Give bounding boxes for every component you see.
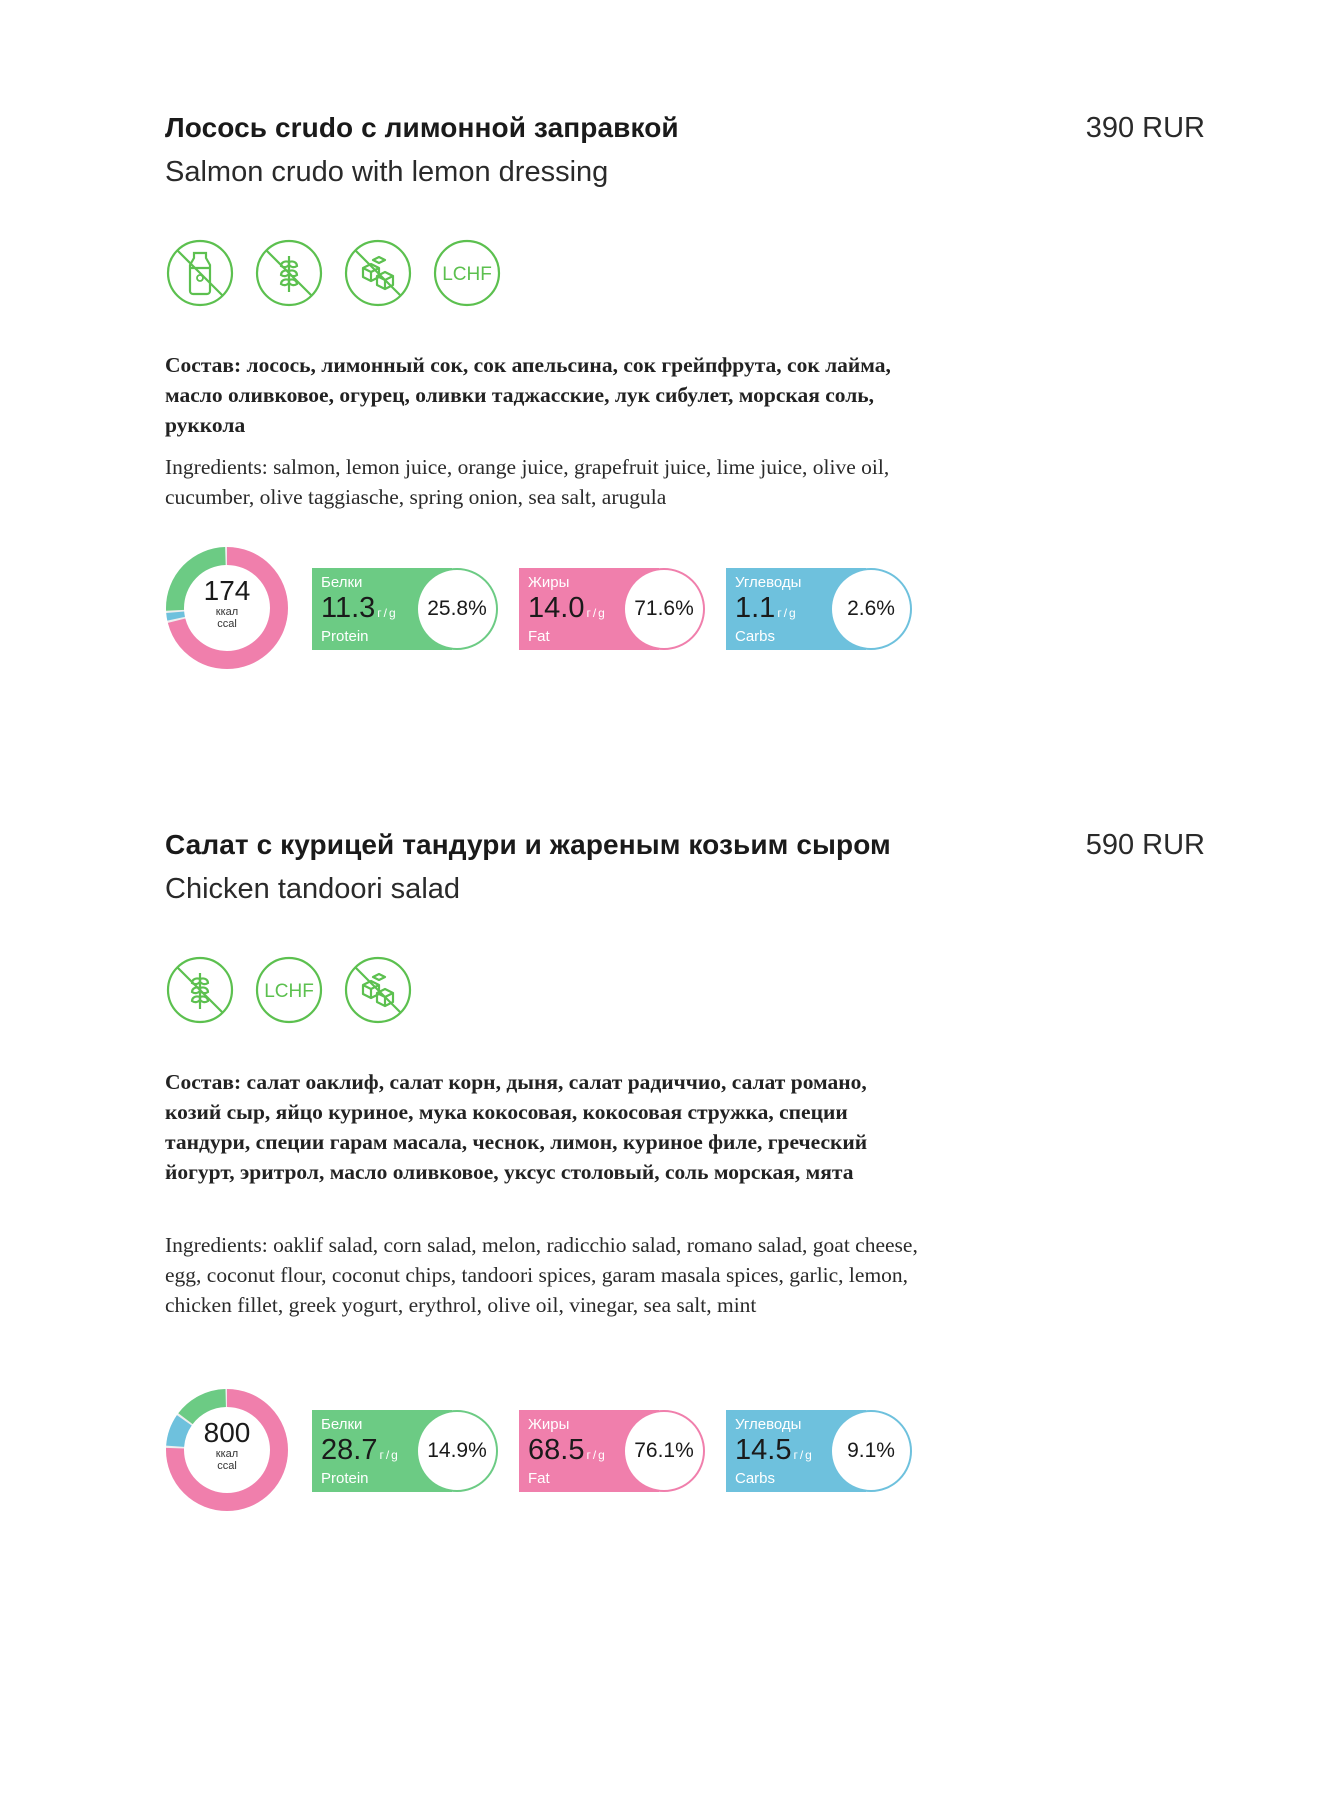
lchf-label: LCHF	[442, 264, 492, 285]
carbs-label-en: Carbs	[735, 628, 776, 645]
fat-label-ru: Жиры	[528, 574, 570, 591]
calorie-ring	[165, 546, 289, 670]
lchf-icon	[432, 238, 502, 308]
macro-carbs	[726, 568, 912, 650]
protein-percent: 14.9%	[416, 1410, 498, 1492]
kcal-unit-ru: ккал	[215, 606, 239, 618]
fat-amount: 68.5	[528, 1434, 585, 1466]
macro-protein	[312, 1410, 498, 1492]
gluten-free-icon	[165, 955, 235, 1025]
macro-protein	[312, 568, 498, 650]
carbs-label-ru: Углеводы	[735, 1416, 802, 1433]
calorie-ring	[165, 1388, 289, 1512]
protein-label-ru: Белки	[321, 574, 363, 591]
sugar-free-icon	[343, 955, 413, 1025]
protein-amount: 11.3	[321, 592, 376, 624]
nutrition-panel	[165, 1388, 925, 1518]
fat-amount: 14.0	[528, 592, 585, 624]
nutrition-panel	[165, 546, 925, 676]
carbs-percent: 2.6%	[830, 568, 912, 650]
composition-ru: Состав: лосось, лимонный сок, сок апельсина, сок грейпфрута, сок лайма, масло оливковое, огурец, оливки таджасские, лук сибулет, морская соль, руккола	[165, 353, 891, 437]
protein-percent: 25.8%	[416, 568, 498, 650]
kcal-unit-en: ccal	[217, 618, 237, 630]
protein-label-en: Protein	[321, 628, 369, 645]
fat-percent: 76.1%	[623, 1410, 705, 1492]
ingredients-en: Ingredients: salmon, lemon juice, orange juice, grapefruit juice, lime juice, olive oil, cucumber, olive taggiasche, spring onion, sea salt, arugula	[165, 455, 890, 509]
carbs-unit: г/g	[777, 606, 798, 620]
macro-fat	[519, 568, 705, 650]
protein-label-en: Protein	[321, 1470, 369, 1487]
dish-title-ru: Салат с курицей тандури и жареным козьим сыром	[165, 829, 891, 860]
fat-unit: г/g	[586, 1448, 607, 1462]
kcal-unit-en: ccal	[217, 1460, 237, 1472]
fat-label-ru: Жиры	[528, 1416, 570, 1433]
dish-title-en: Chicken tandoori salad	[165, 873, 461, 905]
lchf-label: LCHF	[264, 981, 314, 1002]
protein-unit: г/g	[379, 1448, 400, 1462]
macro-fat	[519, 1410, 705, 1492]
dish-price: 590 RUR	[1085, 829, 1205, 861]
carbs-label-ru: Углеводы	[735, 574, 802, 591]
composition-ru: Состав: салат оаклиф, салат корн, дыня, салат радиччио, салат романо, козий сыр, яйцо куриное, мука кокосовая, кокосовая стружка, специи тандури, специи гарам масала, чеснок, лимон, куриное филе, греческий йогурт, эритрол, масло оливковое, уксус столовый, соль морская, мята	[165, 1070, 868, 1184]
gluten-free-icon	[254, 238, 324, 308]
protein-amount: 28.7	[321, 1434, 378, 1466]
carbs-unit: г/g	[793, 1448, 814, 1462]
sugar-free-icon	[343, 238, 413, 308]
protein-unit: г/g	[377, 606, 398, 620]
dish-title-ru: Лосось crudo с лимонной заправкой	[165, 112, 679, 143]
fat-percent: 71.6%	[623, 568, 705, 650]
carbs-amount: 14.5	[735, 1434, 792, 1466]
kcal-value: 800	[203, 1417, 251, 1448]
lactose-free-icon	[165, 238, 235, 308]
ingredients-en: Ingredients: oaklif salad, corn salad, melon, radicchio salad, romano salad, goat cheese, egg, coconut flour, coconut chips, tandoori spices, garam masala spices, garlic, lemon, chicken fillet, greek yogurt, erythrol, olive oil, vinegar, sea salt, mint	[165, 1233, 918, 1317]
fat-label-en: Fat	[528, 628, 550, 645]
dish-price: 390 RUR	[1085, 112, 1205, 144]
carbs-amount: 1.1	[735, 592, 776, 624]
protein-label-ru: Белки	[321, 1416, 363, 1433]
carbs-percent: 9.1%	[830, 1410, 912, 1492]
kcal-unit-ru: ккал	[215, 1448, 239, 1460]
fat-label-en: Fat	[528, 1470, 550, 1487]
carbs-label-en: Carbs	[735, 1470, 776, 1487]
lchf-icon	[254, 955, 324, 1025]
fat-unit: г/g	[586, 606, 607, 620]
macro-carbs	[726, 1410, 912, 1492]
dish-title-en: Salmon crudo with lemon dressing	[165, 156, 609, 188]
kcal-value: 174	[203, 575, 251, 606]
